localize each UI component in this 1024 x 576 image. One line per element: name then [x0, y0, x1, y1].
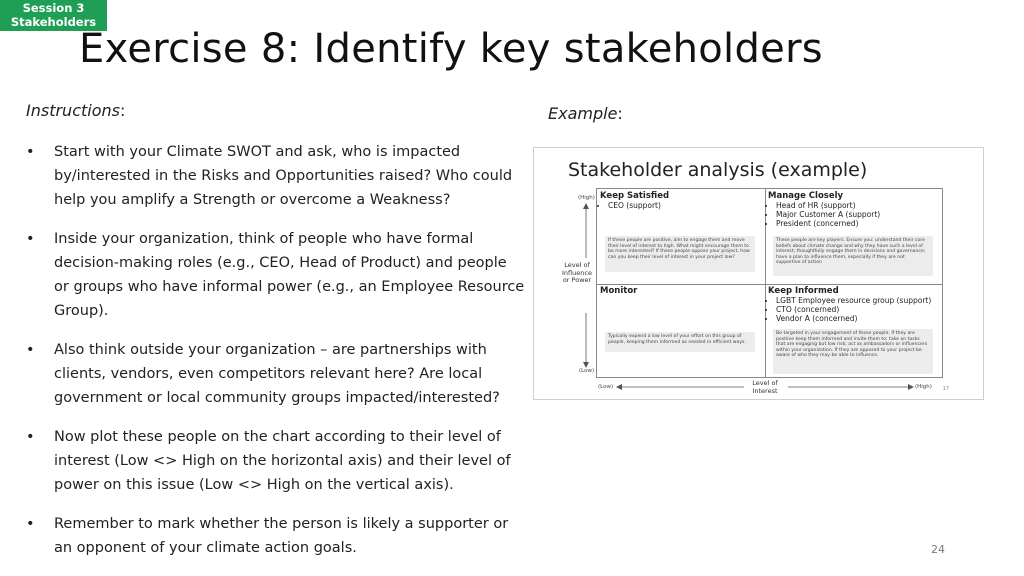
quadrant-note: Typically expend a low level of your effort on this group of people, keeping them informed as needed in efficient ways. — [605, 332, 755, 352]
bullet: • — [26, 429, 35, 445]
stakeholder-example-image — [533, 147, 984, 400]
instructions-heading-colon: : — [119, 101, 126, 120]
instructions-list — [26, 140, 526, 575]
instruction-item — [26, 512, 526, 560]
quadrant-keep-satisfied — [600, 191, 762, 210]
bullet: • — [26, 144, 35, 160]
quadrant-title: Keep Informed — [768, 286, 839, 296]
badge-line-1: Session 3 — [22, 1, 85, 15]
page-number: 24 — [931, 543, 945, 556]
quadrant-keep-informed — [768, 286, 940, 323]
instruction-text: Inside your organization, think of people who have formal decision-making roles (e.g., CEO, Head of Product) and people or groups who have informal power (e.g., an Employee Resource Group). — [54, 231, 525, 319]
bullet: • — [26, 516, 35, 532]
example-heading-colon: : — [617, 104, 623, 123]
quadrant-item: • CEO (support) — [608, 201, 762, 210]
instruction-item — [26, 227, 526, 323]
grid-horizontal-divider — [597, 284, 942, 285]
instruction-item — [26, 338, 526, 410]
x-axis-arrow — [616, 383, 914, 391]
instruction-text: Start with your Climate SWOT and ask, who is impacted by/interested in the Risks and Opportunities raised? Who could help you amplify a Strength or overcome a Weakness? — [54, 144, 513, 208]
quadrant-item: • Major Customer A (support) — [776, 210, 940, 219]
instructions-heading — [26, 101, 125, 120]
quadrant-note: These people are key players. Ensure you: understand their core beliefs about climate change and why they have such a level of interest; thoughtfully engage them in decisions and governance; have a plan to influence them, especially if they are not supportive of action — [773, 236, 933, 276]
y-axis-low-label: (Low) — [579, 368, 595, 374]
quadrant-note: Be targeted in your engagement of these people. If they are positive keep them informed and invite them to: take on tasks that are engaging but low risk; act as ambassadors or influencers within your organization. If they are opposed to your project be aware of who they may be able to influence. — [773, 329, 933, 374]
instruction-text: Also think outside your organization – are partnerships with clients, vendors, even competitors relevant here? Are local government or local community groups impacted/interested? — [54, 342, 500, 406]
y-axis-arrow — [582, 203, 590, 368]
y-axis-title: Level of Influence or Power — [562, 261, 592, 284]
example-slide-number: 17 — [942, 386, 949, 392]
quadrant-title: Manage Closely — [768, 191, 844, 201]
example-title: Stakeholder analysis (example) — [568, 159, 868, 181]
quadrant-item: • CTO (concerned) — [776, 305, 940, 314]
quadrant-title: Monitor — [600, 286, 638, 296]
badge-line-2: Stakeholders — [10, 15, 97, 29]
stakeholder-grid — [596, 188, 943, 378]
bullet: • — [26, 342, 35, 358]
instruction-text: Remember to mark whether the person is likely a supporter or an opponent of your climate action goals. — [54, 516, 509, 556]
x-axis-low-label: (Low) — [598, 384, 614, 390]
page-title: Exercise 8: Identify key stakeholders — [79, 26, 823, 72]
quadrant-item: • Head of HR (support) — [776, 201, 940, 210]
quadrant-item: • President (concerned) — [776, 219, 940, 228]
example-heading — [548, 104, 623, 123]
instructions-heading-text: Instructions — [26, 101, 120, 120]
quadrant-monitor — [600, 286, 762, 296]
instruction-text: Now plot these people on the chart according to their level of interest (Low <> High on the horizontal axis) and their level of power on this issue (Low <> High on the vertical axis). — [54, 429, 511, 493]
instruction-item — [26, 425, 526, 497]
x-axis-high-label: (High) — [915, 384, 932, 390]
instruction-item — [26, 140, 526, 212]
bullet: • — [26, 231, 35, 247]
quadrant-item: • Vendor A (concerned) — [776, 314, 940, 323]
quadrant-manage-closely — [768, 191, 940, 228]
quadrant-title: Keep Satisfied — [600, 191, 670, 201]
quadrant-note: If these people are positive, aim to engage them and move their level of interest to high. What might encourage them to be more interested? If these people oppose your project, how can you keep their level of interest in your project low? — [605, 236, 755, 272]
example-heading-text: Example — [548, 104, 618, 123]
quadrant-item: • LGBT Employee resource group (support) — [776, 296, 940, 305]
y-axis-high-label: (High) — [578, 195, 595, 201]
x-axis-title: Level of Interest — [752, 379, 778, 395]
